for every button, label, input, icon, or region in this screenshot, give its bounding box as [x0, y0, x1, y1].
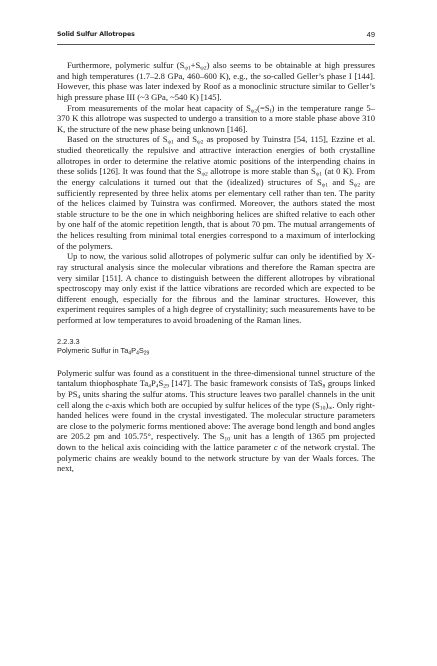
italic-text: c	[105, 399, 110, 410]
subscript: ψ1	[315, 171, 323, 178]
section-number: 2.2.3.3	[57, 336, 80, 346]
subscript: 10	[224, 436, 231, 443]
subscript: ψ1	[184, 65, 191, 72]
subscript: ψ2	[200, 65, 207, 72]
page-header	[57, 31, 375, 43]
subscript: 10	[319, 405, 326, 411]
subscript: ψ1	[321, 182, 329, 189]
header-rule	[57, 44, 375, 45]
subscript: 4	[148, 383, 151, 390]
subscript: ψ2	[197, 139, 204, 146]
subscript: 4	[128, 350, 132, 357]
paragraph: Polymeric sulfur was found as a constituent in the three-dimensional tunnel structure of the tantalum thiophosphate $Ta_4P_4S_{29}$ [147]. The basic framework consists of TaS$_8$ groups linked by $PS_4$ units sharing the sulfur atoms. This structure leaves two parallel channels in the unit cell along the c-axis which both are occupied by sulfur helices of the type $(S_{10})_\infty$. Only right-handed helices were found in the crystal investigated. The molecular structure parameters are close to the polymeric forms mentioned above: The average bond length and bond angles are 205.2 pm and 105.75°, respectively. The $S_{10}$ unit has a length of 1365 pm projected down to the helical axis coinciding with the lattice parameter c of the network crystal. The polymeric chains are weakly bound to the network structure by van der Waals forces. The next,	[57, 367, 376, 474]
paragraph: Furthermore, polymeric sulfur $(S_{\psi 1}+S_{\psi 2})$ also seems to be obtainable at high pressures and high temperatures (1.7–2.8 GPa, 460–600 K), e.g., the so-called Geller’s phase I [144]. However, this phase was later indexed by Roof as a monoclinic structure similar to Geller’s high pressure phase III (~3 GPa, ~540 K) [145].	[57, 60, 376, 102]
subscript: ψ2	[250, 108, 258, 114]
subscript: f	[269, 108, 272, 114]
subscript: 29	[163, 383, 169, 390]
section-title-text: Polymeric Sulfur in Ta	[57, 345, 129, 355]
section-title-formula: $_4P_4S_{29}$	[128, 345, 150, 357]
paragraph: Up to now, the various solid allotropes of polymeric sulfur can only be identified by X-ray structural analysis since the molecular vibrations and therefore the Raman spectra are very similar [151]. A chance to distinguish between the different allotropes by vibrational spectroscopy may only exist if the lattice vibrations are recorded which are expected to be different enough, especially for the fibrous and the laminar structures. However, this experiment requires samples of a high degree of crystallinity; such measurements have to be performed at low temperatures to avoid broadening of the Raman lines.	[57, 251, 375, 325]
page-number: 49	[366, 30, 375, 39]
subscript: ψ2	[353, 182, 361, 189]
subscript: 8	[322, 383, 326, 390]
subscript: ψ2	[201, 171, 208, 178]
subscript: 4	[77, 394, 81, 401]
subscript: 4	[155, 383, 159, 390]
italic-text: c	[273, 442, 278, 452]
section-title	[57, 346, 375, 356]
subscript: 29	[143, 350, 150, 357]
subscript: 4	[136, 350, 139, 357]
body-text	[57, 60, 375, 474]
paragraph: Based on the structures of $S_{\psi 1}$ and $S_{\psi 2}$ as proposed by Tuinstra [54, 115], Ezzine et al. studied theoretically the repulsive and attractive interaction energies of both crystalline allotropes in order to determine the relative atomic positions of the interpending chains in these solids [126]. It was found that the $S_{\psi 2}$ allotrope is more stable than $S_{\psi 1}$ (at 0 K). From the energy calculations it turned out that the (idealized) structures of $S_{\psi 1}$ and $S_{\psi 2}$ are sufficiently represented by three helix atoms per elementary cell rather than ten. The parity of the helices claimed by Tuinstra was confirmed. Moreover, the authors stated the most stable structure to be the one in which neighboring helices are shifted relative to each other by one half of the atomic repetition length, that is about 70 pm. The mutual arrangements of the helices resulting from minimal total energies correspond to a maximum of interlocking of the polymers.	[57, 134, 375, 251]
subscript: ∞	[328, 405, 333, 411]
running-head: Solid Sulfur Allotropes	[57, 31, 135, 38]
subscript: ψ1	[167, 139, 174, 146]
paragraph: From measurements of the molar heat capacity of $S_{\psi 2}(=S_f)$ in the temperature range 5–370 K this allotrope was suspected to undergo a transition to a more stable phase above 310 K, the structure of the new phase being unknown [146].	[57, 102, 375, 134]
